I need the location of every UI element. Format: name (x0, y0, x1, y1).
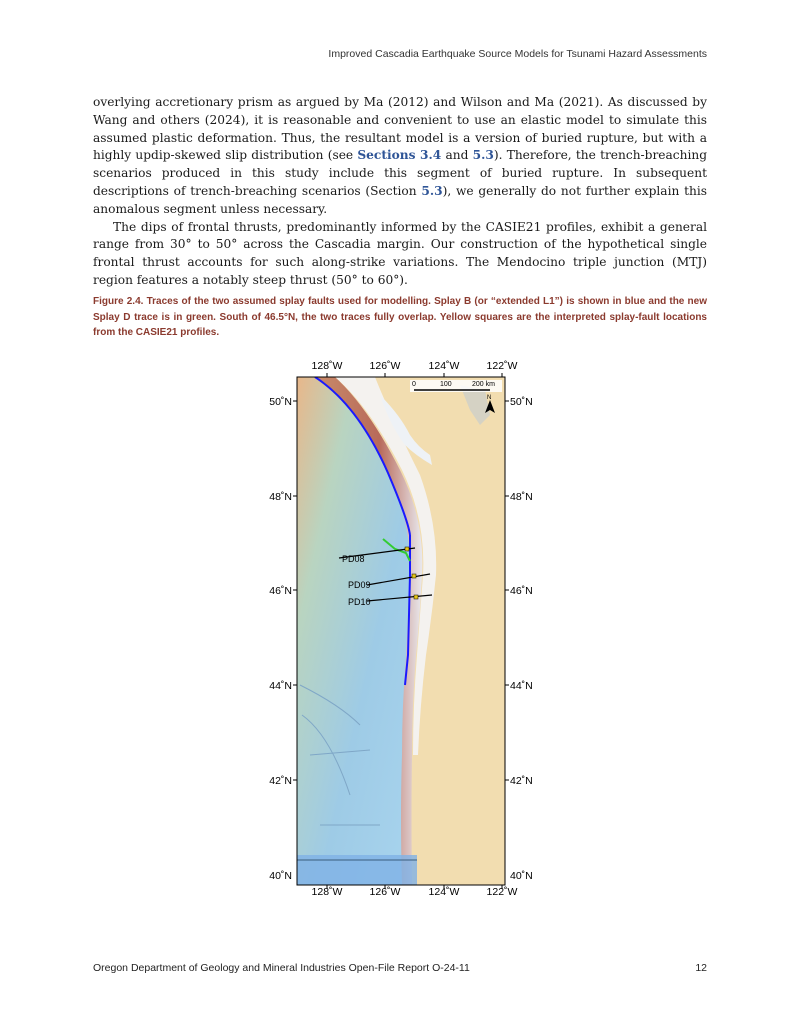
section-link-5-3[interactable]: 5.3 (472, 148, 494, 163)
lon-label-top-122: 122˚W (486, 360, 518, 372)
lat-label-left-40: 40˚N (269, 870, 292, 882)
lat-label-right-46: 46˚N (510, 585, 533, 597)
lon-label-bottom-128: 128˚W (311, 886, 343, 898)
pd09-marker (412, 574, 416, 578)
lat-label-left-44: 44˚N (269, 680, 292, 692)
lat-labels-right (510, 396, 533, 882)
lat-label-left-42: 42˚N (269, 775, 292, 787)
lon-labels-bottom (312, 886, 518, 898)
paragraph-1-part-1: overlying accretionary prism as argued by Ma (2012) and Wilson and Ma (2021). As discussed by Wang and others (2024), it is reasonable and convenient to use an elastic model to simulate this assumed plastic deformation. Thus, the resultant model is a version of buried rupture, but with a highly updip-skewed slip distribution (see (93, 95, 707, 163)
lon-label-top-128: 128˚W (311, 360, 343, 372)
lat-label-right-42: 42˚N (510, 775, 533, 787)
paragraph-1-part-3: ). Therefore, the trench-breaching scenarios produced in this study include this segment of buried rupture. In subsequent descriptions of trench-breaching scenarios (Section (93, 148, 707, 198)
section-link-5-3-second[interactable]: 5.3 (421, 183, 443, 198)
page-number: 12 (695, 962, 707, 974)
lat-label-left-48: 48˚N (269, 491, 292, 503)
paragraph-1-part-4: ), we generally do not further explain this anomalous segment unless necessary. (93, 183, 707, 216)
map-svg (240, 355, 560, 900)
lat-label-left-50: 50˚N (269, 396, 292, 408)
lat-label-left-46: 46˚N (269, 585, 292, 597)
scale-mid: 100 (440, 381, 452, 388)
scale-end: 200 km (472, 381, 495, 388)
paragraph-2: The dips of frontal thrusts, predominantly informed by the CASIE21 profiles, exhibit a general range from 30° to 50° across the Cascadia margin. Our construction of the hypothetical single frontal thrust accounts for such along-strike variations. The Mendocino triple junction (MTJ) region features a notably steep thrust (50° to 60°). (93, 219, 707, 287)
lat-labels-left (269, 396, 292, 882)
paragraph-1 (93, 94, 707, 219)
lat-label-right-48: 48˚N (510, 491, 533, 503)
section-link-3-4[interactable]: Sections 3.4 (357, 148, 442, 163)
lat-label-right-44: 44˚N (510, 680, 533, 692)
figure-map (240, 355, 560, 900)
lon-label-bottom-122: 122˚W (486, 886, 518, 898)
pd08-label: PD08 (342, 554, 365, 564)
footer-report: Oregon Department of Geology and Mineral Industries Open-File Report O-24-11 (93, 962, 470, 974)
scale-zero: 0 (412, 381, 416, 388)
figure-caption: Figure 2.4. Traces of the two assumed splay faults used for modelling. Splay B (or “extended L1”) is shown in blue and the new Splay D trace is in green. South of 46.5°N, the two traces fully overlap. Yellow squares are the interpreted splay-fault locations from the CASIE21 profiles. (93, 296, 707, 338)
body-text (93, 94, 707, 290)
lon-labels-top (312, 360, 518, 372)
scale-bar (410, 380, 502, 392)
lon-label-bottom-126: 126˚W (369, 886, 401, 898)
paragraph-1-part-2: and (441, 148, 473, 163)
running-header: Improved Cascadia Earthquake Source Models for Tsunami Hazard Assessments (328, 48, 707, 60)
svg-text:N: N (487, 395, 492, 401)
pd09-label: PD09 (348, 580, 371, 590)
lon-label-top-124: 124˚W (428, 360, 460, 372)
pd08-marker (405, 547, 409, 551)
lon-label-top-126: 126˚W (369, 360, 401, 372)
pd10-marker (414, 595, 418, 599)
lon-label-bottom-124: 124˚W (428, 886, 460, 898)
lat-label-right-50: 50˚N (510, 396, 533, 408)
pd10-label: PD10 (348, 597, 371, 607)
lat-label-right-40: 40˚N (510, 870, 533, 882)
